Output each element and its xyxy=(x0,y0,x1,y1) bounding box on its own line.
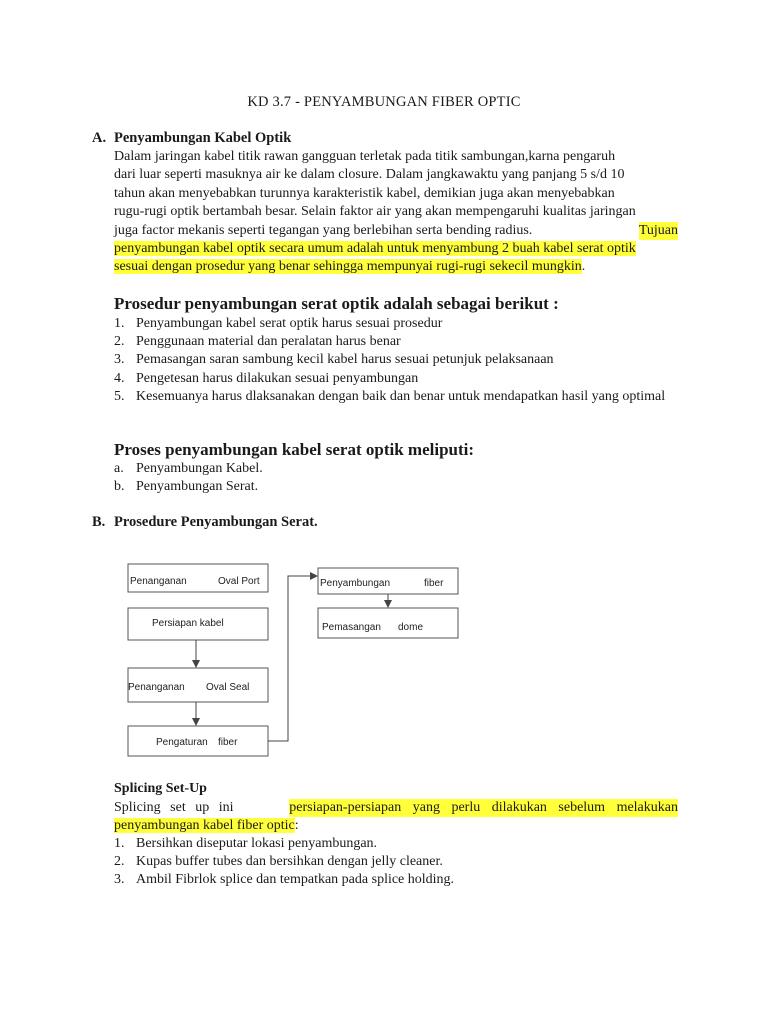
box6-left: Pemasangan xyxy=(322,622,381,633)
item-letter: b. xyxy=(114,479,125,495)
splicing-heading: Splicing Set-Up xyxy=(114,781,207,796)
para-line xyxy=(114,258,678,276)
item-number: 1. xyxy=(114,836,125,851)
list-item xyxy=(114,333,678,351)
highlight-text: persiapan-persiapan yang perlu dilakukan sebelum melakukan xyxy=(289,799,678,817)
item-text: Penyambungan Serat. xyxy=(136,479,259,495)
item-number: 5. xyxy=(114,388,125,404)
item-text: Penggunaan material dan peralatan harus benar xyxy=(136,334,401,350)
box1-right: Oval Port xyxy=(218,576,260,587)
item-text: Ambil Fibrlok splice dan tempatkan pada splice holding. xyxy=(136,872,455,888)
box4-left: Pengaturan xyxy=(156,737,208,748)
highlight-text: Tujuan xyxy=(639,222,678,240)
item-text: Kesemuanya harus dlaksanakan dengan baik dan benar untuk mendapatkan hasil yang optimal xyxy=(136,388,666,404)
list-item xyxy=(114,351,678,369)
proses-heading: Proses penyambungan kabel serat optik meliputi: xyxy=(114,440,475,459)
section-b-heading xyxy=(92,514,318,531)
item-text: Bersihkan diseputar lokasi penyambungan. xyxy=(136,836,378,851)
section-a-title: Penyambungan Kabel Optik xyxy=(114,130,292,146)
box1-left: Penanganan xyxy=(130,576,187,587)
highlight-text: sesuai dengan prosedur yang benar sehingga mempunyai rugi-rugi sekecil mungkin xyxy=(114,259,582,275)
box6-right: dome xyxy=(398,622,424,633)
item-text: Kupas buffer tubes dan bersihkan dengan jelly cleaner. xyxy=(136,854,443,870)
item-text: Penyambungan kabel serat optik harus sesuai prosedur xyxy=(136,316,443,331)
prosedur-list xyxy=(114,315,678,406)
intro-end: : xyxy=(294,818,299,834)
list-item xyxy=(114,835,678,853)
para-line xyxy=(114,222,678,240)
item-number: 4. xyxy=(114,370,125,386)
flow-arrow xyxy=(268,576,316,741)
splicing-flow-diagram xyxy=(118,550,478,770)
list-item xyxy=(114,370,678,388)
item-text: Pengetesan harus dilakukan sesuai penyambungan xyxy=(136,370,419,386)
splicing-list xyxy=(114,835,678,890)
highlight-text: penyambungan kabel optik secara umum adalah untuk menyambung 2 buah kabel serat optik xyxy=(114,241,636,257)
item-number: 2. xyxy=(114,334,125,350)
para-line: rugu-rugi optik bertambah besar. Selain faktor air yang akan mempengaruhi kualitas jaringan xyxy=(114,204,636,220)
para-line xyxy=(114,240,678,258)
list-item xyxy=(114,315,678,333)
section-b-title: Prosedure Penyambungan Serat. xyxy=(114,514,318,530)
section-a-heading xyxy=(92,130,291,147)
section-a-letter: A. xyxy=(92,130,107,146)
item-number: 3. xyxy=(114,352,125,368)
box3-left: Penanganan xyxy=(128,682,185,693)
item-number: 3. xyxy=(114,872,125,888)
list-item xyxy=(114,853,678,871)
item-text: Pemasangan saran sambung kecil kabel harus sesuai petunjuk pelaksanaan xyxy=(136,352,554,368)
section-a-paragraph xyxy=(114,148,678,277)
para-line: Dalam jaringan kabel titik rawan gangguan terletak pada titik sambungan,karna pengaruh xyxy=(114,149,616,164)
item-text: Penyambungan Kabel. xyxy=(136,461,263,476)
para-line xyxy=(114,817,678,835)
document-title: KD 3.7 - PENYAMBUNGAN FIBER OPTIC xyxy=(247,94,521,110)
end-punctuation: . xyxy=(581,259,586,275)
box5-right: fiber xyxy=(424,578,444,589)
intro-plain: Splicing set up ini xyxy=(114,800,234,815)
list-item xyxy=(114,871,678,889)
section-b-letter: B. xyxy=(92,514,106,530)
box5-left: Penyambungan xyxy=(320,578,391,589)
list-item xyxy=(114,478,678,496)
box4-right: fiber xyxy=(218,737,238,748)
proses-list xyxy=(114,460,678,496)
box2-text: Persiapan kabel xyxy=(152,618,224,629)
highlight-text: penyambungan kabel fiber optic xyxy=(114,818,295,834)
splicing-intro xyxy=(114,799,678,836)
list-item xyxy=(114,460,678,478)
para-line: dari luar seperti masuknya air ke dalam closure. Dalam jangkawaktu yang panjang 5 s/d 10 xyxy=(114,167,625,183)
para-line-text: juga factor mekanis seperti tegangan yang berlebihan serta bending radius. xyxy=(114,222,533,238)
para-line: tahun akan menyebabkan turunnya karakteristik kabel, demikian juga akan menyebabkan xyxy=(114,185,615,201)
item-number: 2. xyxy=(114,854,125,870)
item-number: 1. xyxy=(114,316,125,331)
box3-right: Oval Seal xyxy=(206,682,250,693)
item-letter: a. xyxy=(114,461,124,476)
para-line xyxy=(114,799,678,817)
list-item xyxy=(114,388,678,406)
prosedur-heading: Prosedur penyambungan serat optik adalah sebagai berikut : xyxy=(114,294,559,313)
